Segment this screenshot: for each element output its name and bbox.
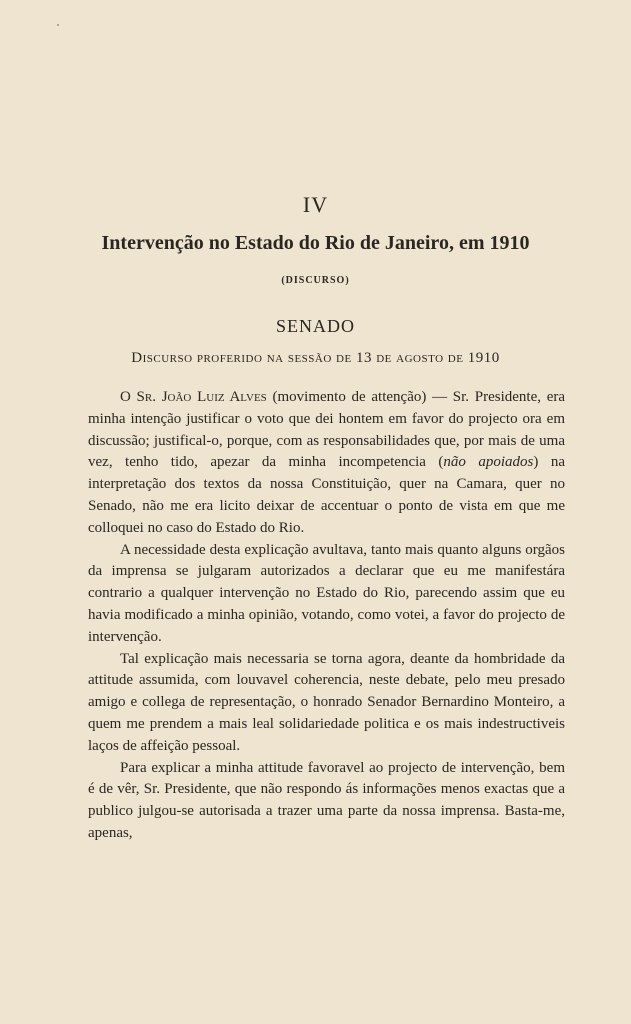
occasion-line: Discurso proferido na sessão de 13 de agosto de 1910 — [131, 350, 500, 366]
venue-heading: SENADO — [275, 316, 355, 336]
speaker-name: João Luiz Alves — [161, 389, 267, 405]
speaker-title: O Sr. — [120, 389, 156, 405]
paper-speck — [57, 24, 59, 26]
paragraph-1-text-a: (movimento de attenção) — Sr. Presidente, era minha intenção justificar o voto que dei hontem em favor do projecto ora em discussão; justifical-o, porque, com as responsabilidades que, por mais de uma vez, tenho tido, apezar da minha incompetencia ( — [88, 389, 566, 471]
chapter-number: IV — [302, 192, 329, 217]
paragraph-1-aside: não apoiados — [443, 454, 534, 471]
chapter-title: Intervenção no Estado do Rio de Janeiro, em 1910 — [101, 232, 530, 254]
paragraph-4: Para explicar a minha attitude favoravel ao projecto de intervenção, bem é de vêr, Sr. Presidente, que não respondo ás informações menos exactas que a publico julgou-se autorisada a trazer uma parte da nossa imprensa. Basta-me, apenas, — [88, 759, 565, 841]
paragraph-3: Tal explicação mais necessaria se torna agora, deante da hombridade da attitude assumida, com louvavel coherencia, neste debate, pelo meu presado amigo e collega de representação, o honrado Senador Bernardino Monteiro, a quem me prendem a mais leal solidariedade politica e os mais indestructiveis laços de affeição pessoal. — [88, 650, 565, 754]
paragraph-1-text-b: ) na interpretação dos textos da nossa Constituição, quer na Camara, quer no Senado, não me era licito deixar de accentuar o ponto de vista em que me colloquei no caso do Estado do Rio. — [88, 454, 565, 536]
paragraph-2: A necessidade desta explicação avultava, tanto mais quanto alguns orgãos da imprensa se julgaram autorizados a declarar que eu me manifestára contrario a qualquer intervenção no Estado do Rio, parecendo assim que eu havia modificado a minha opinião, votando, como votei, a favor do projecto de intervenção. — [88, 541, 565, 645]
paragraph-1 — [88, 387, 565, 540]
speech-body — [88, 387, 565, 845]
chapter-subtitle: (DISCURSO) — [281, 275, 350, 286]
